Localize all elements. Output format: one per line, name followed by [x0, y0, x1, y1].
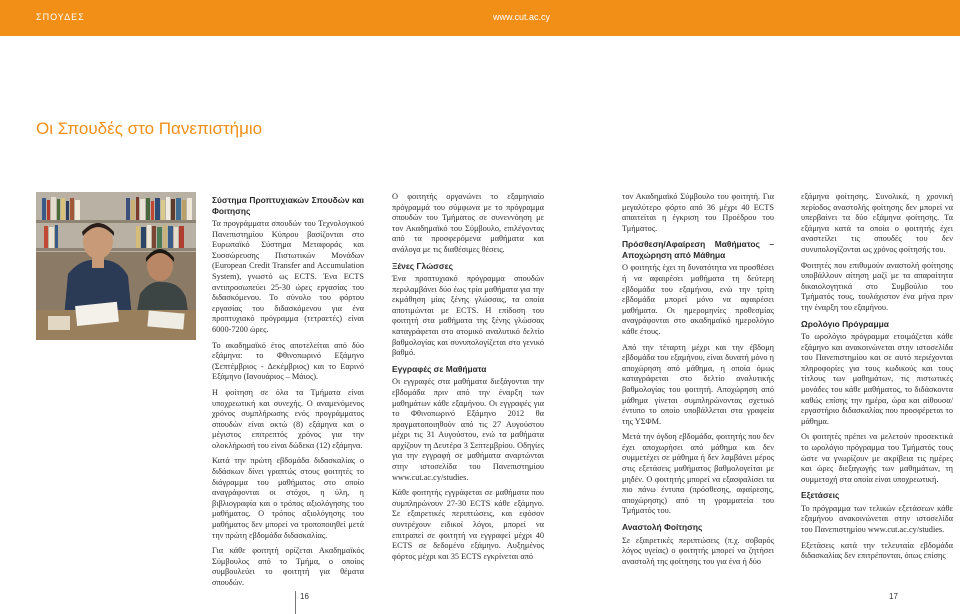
header-bar: [0, 0, 960, 36]
paragraph: Φοιτητές που επιθυμούν αναστολή φοίτησης υποβάλλουν αίτηση μαζί με τα απαραίτητα δικαιολογητικά στο Συμβούλιο του Τμήματός τους, τουλάχιστον ένα μήνα πριν την έναρξη του εξαμήνου.: [801, 260, 953, 312]
paragraph: Ο φοιτητής έχει τη δυνατότητα να προσθέσει ή να αφαιρέσει μαθήματα τη δεύτερη εβδομάδα του εξαμήνου, ενώ την τρίτη εβδομάδα μπορεί μόνο να αφαιρέσει μαθήματα. Οι ημερομηνίες προθεσμίας αναγράφονται στο ακαδημαϊκό ημερολόγιο κάθε έτους.: [622, 263, 774, 336]
paragraph: Το ακαδημαϊκό έτος αποτελείται από δύο εξάμηνα: το Φθινοπωρινό Εξάμηνο (Σεπτέμβριος - Δεκέμβριος) και το Εαρινό Εξάμηνο (Ιανουάριος – Μάιος).: [212, 340, 364, 382]
paragraph: Από την τέταρτη μέχρι και την έβδομη εβδομάδα του εξαμήνου, είναι δυνατή μόνο η αποχώρηση από μάθημα, η οποία όμως καταγράφεται στο δελτίο αναλυτικής βαθμολογίας του φοιτητή. Αποχώρηση από μάθημα γίνεται συμπληρώνοντας σχετικό έντυπο το οποίο υποβάλλεται στα γραφεία της ΥΣΦΜ.: [622, 342, 774, 426]
students-studying-photo: [36, 192, 196, 340]
paragraph: Τα προγράμματα σπουδών του Τεχνολογικού Πανεπιστημίου Κύπρου βασίζονται στο Ευρωπαϊκό Σύστημα Μεταφοράς και Συσσώρευσης Πιστωτικών Μονάδων (European Credit Transfer and Accumulation System), γνωστό ως ECTS. Ένα ECTS αντιπροσωπεύει 25-30 ώρες εργασίας του διδασκόμενου. Το σύνολο του φόρτου εργασίας του διδασκόμενου για ένα προπτυχιακό πρόγραμμα (τετραετές) είναι 6000-7200 ώρες.: [212, 219, 364, 334]
heading-suspension-of-studies: Αναστολή Φοίτησης: [622, 522, 703, 533]
page-number-right: 17: [889, 592, 898, 601]
page-number-left: 16: [300, 592, 309, 601]
paragraph: Κάθε φοιτητής εγγράφεται σε μαθήματα που συμπληρώνουν 27-30 ECTS κάθε εξάμηνο. Σε εξαιρετικές περιπτώσεις, και εφόσον συντρέχουν ειδικοί λόγοι, μπορεί να επιτραπεί σε φοιτητή να εγγραφεί μέχρι 40 ECTS σε δεδομένο εξάμηνο. Αυξημένος φόρτος μέχρι και 35 ECTS εγκρίνεται από: [392, 488, 544, 561]
heading-timetable: Ωρολόγιο Πρόγραμμα: [801, 318, 889, 329]
paragraph: Σε εξαιρετικές περιπτώσεις (π.χ. σοβαρός λόγος υγείας) ο φοιτητής μπορεί να ζητήσει αναστολή της φοίτησης του για ένα ή δύο: [622, 535, 774, 566]
paragraph: Το ωρολόγιο πρόγραμμα ετοιμάζεται κάθε εξάμηνο και ανακοινώνεται στην ιστοσελίδα του Πανεπιστημίου και σε αυτό περιέχονται πληροφορίες για τους κωδικούς και τους τίτλους των μαθημάτων, τις πιστωτικές μονάδες του κάθε μαθήματος, το διδάσκοντα καθώς επίσης την ημέρα, ώρα και αίθουσα/εργαστήριο διδασκαλίας που προσφέρεται το μάθημα.: [801, 332, 953, 426]
heading-undergraduate-system: Σύστημα Προπτυχιακών Σπουδών και Φοιτησης: [212, 195, 364, 216]
paragraph: Για κάθε φοιτητή ορίζεται Ακαδημαϊκός Σύμβουλος από το Τμήμα, ο οποίος συμβουλεύει το φοιτητή για θέματα σπουδών.: [212, 546, 364, 587]
heading-add-drop-course: Πρόσθεση/Αφαίρεση Μαθήματος – Αποχώρηση από Μάθημα: [622, 239, 774, 260]
paragraph: Οι εγγραφές στα μαθήματα διεξάγονται την εβδομάδα πριν από την έναρξη των μαθημάτων κάθε εξαμήνου. Οι εγγραφές για το Φθινοπωρινό Εξάμηνο 2012 θα πραγματοποιηθούν από τις 27 Αυγούστου μέχρι τις 31 Αυγούστου, ενώ τα μαθήματα αρχίζουν τη Δευτέρα 3 Σεπτεμβρίου. Οδηγίες για την εγγραφή σε μαθήματα αναρτώνται στην ιστοσελίδα του Πανεπιστημίου www.cut.ac.cy/studies.: [392, 377, 544, 482]
heading-exams: Εξετάσεις: [801, 490, 840, 501]
column-4: [801, 192, 953, 567]
paragraph: τον Ακαδημαϊκό Σύμβουλο του φοιτητή. Για μεγαλύτερο φόρτο από 36 μέχρι 40 ECTS απαιτείται η έγκριση του Προέδρου του Τμήματος.: [622, 192, 774, 233]
paragraph: Ο φοιτητής οργανώνει το εξαμηνιαίο πρόγραμμά του σύμφωνα με το πρόγραμμα σπουδών του Τμήματος σε συνεννόηση με τον Ακαδημαϊκό του Σύμβουλο, επιλέγοντας από τα προσφερόμενα μαθήματα και ανάλογα με τις διαθέσιμες θέσεις.: [392, 192, 544, 254]
heading-course-registration: Εγγραφές σε Μαθήματα: [392, 363, 487, 374]
paragraph: Κατά την πρώτη εβδομάδα διδασκαλίας ο διδάσκων δίνει γραπτώς στους φοιτητές το διάγραμμα του μαθήματος στο οποίο αναγράφονται οι στόχοι, η ύλη, η βιβλιογραφία και ο τρόπος αξιολόγησης του μαθήματος. Ο τρόπος αξιολόγησης του μαθήματος δεν μπορεί να τροποποιηθεί μετά την πρώτη εβδομάδα διδασκαλίας.: [212, 456, 364, 540]
page-title: Οι Σπουδές στο Πανεπιστήμιο: [36, 119, 263, 138]
paragraph: Εξετάσεις κατά την τελευταία εβδομάδα διδασκαλίας δεν επιτρέπονται, όπως επίσης: [801, 540, 953, 561]
paragraph: Μετά την όγδοη εβδομάδα, φοιτητής που δεν έχει αποχωρήσει από μάθημα και δεν συμμετέχει σε μάθημα ή δεν λαμβάνει μέρος στις εξετάσεις μαθήματος βαθμολογείται με μηδέν. Ο φοιτητής μπορεί να εξασφαλίσει τα πιο πάνω έντυπα (πρόσθεσης, αφαίρεσης, αποχώρησης) από τη γραμματεία του Τμήματός του.: [622, 432, 774, 516]
heading-foreign-languages: Ξένες Γλώσσες: [392, 260, 453, 271]
column-3: [622, 192, 774, 572]
section-label: ΣΠΟΥΔΕΣ: [36, 12, 85, 22]
page-divider: [295, 591, 296, 614]
paragraph: Ένα προπτυχιακό πρόγραμμα σπουδών περιλαμβάνει δύο έως τρία μαθήματα για την εκμάθηση μίας ξένης γλώσσας, τα οποία αποτιμώνται με ECTS. Η επίδοση του φοιτητή στα μαθήματα της ξένης γλώσσας καταγράφεται στο ατομικό αναλυτικό δελτίο βαθμολογίας και συνυπολογίζεται στο γενικό βαθμό.: [392, 274, 544, 358]
paragraph: Η φοίτηση σε όλα τα Τμήματα είναι υποχρεωτική και συνεχής. Ο αναμενόμενος χρόνος συμπλήρωσης ενός προγράμματος σπουδών είναι οκτώ (8) εξάμηνα και ο μέγιστος επιτρεπτός χρόνος για την ολοκλήρωσή του είναι δώδεκα (12) εξάμηνα.: [212, 387, 364, 450]
website-link[interactable]: www.cut.ac.cy: [493, 12, 551, 22]
column-1: [212, 192, 364, 594]
paragraph: εξάμηνα φοίτησης. Συνολικά, η χρονική περίοδος αναστολής φοίτησης δεν μπορεί να υπερβαίνει τα δύο εξάμηνα φοίτησης. Τα εξάμηνα κατά τα οποία ο φοιτητής έχει αναστείλει τις σπουδές του δεν συνυπολογίζονται ως χρόνος φοίτησής του.: [801, 192, 953, 254]
paragraph: Οι φοιτητές πρέπει να μελετούν προσεκτικά το ωρολόγιο πρόγραμμα του Τμήματός τους ώστε να γνωρίζουν με ακρίβεια τις ημέρες και ώρες διεξαγωγής των μαθημάτων, τη συμμετοχή στα οποία είναι υποχρεωτική.: [801, 432, 953, 484]
column-2: [392, 192, 544, 567]
paragraph: Το πρόγραμμα των τελικών εξετάσεων κάθε εξαμήνου ανακοινώνεται στην ιστοσελίδα του Πανεπιστημίου www.cut.ac.cy/studies.: [801, 503, 953, 535]
